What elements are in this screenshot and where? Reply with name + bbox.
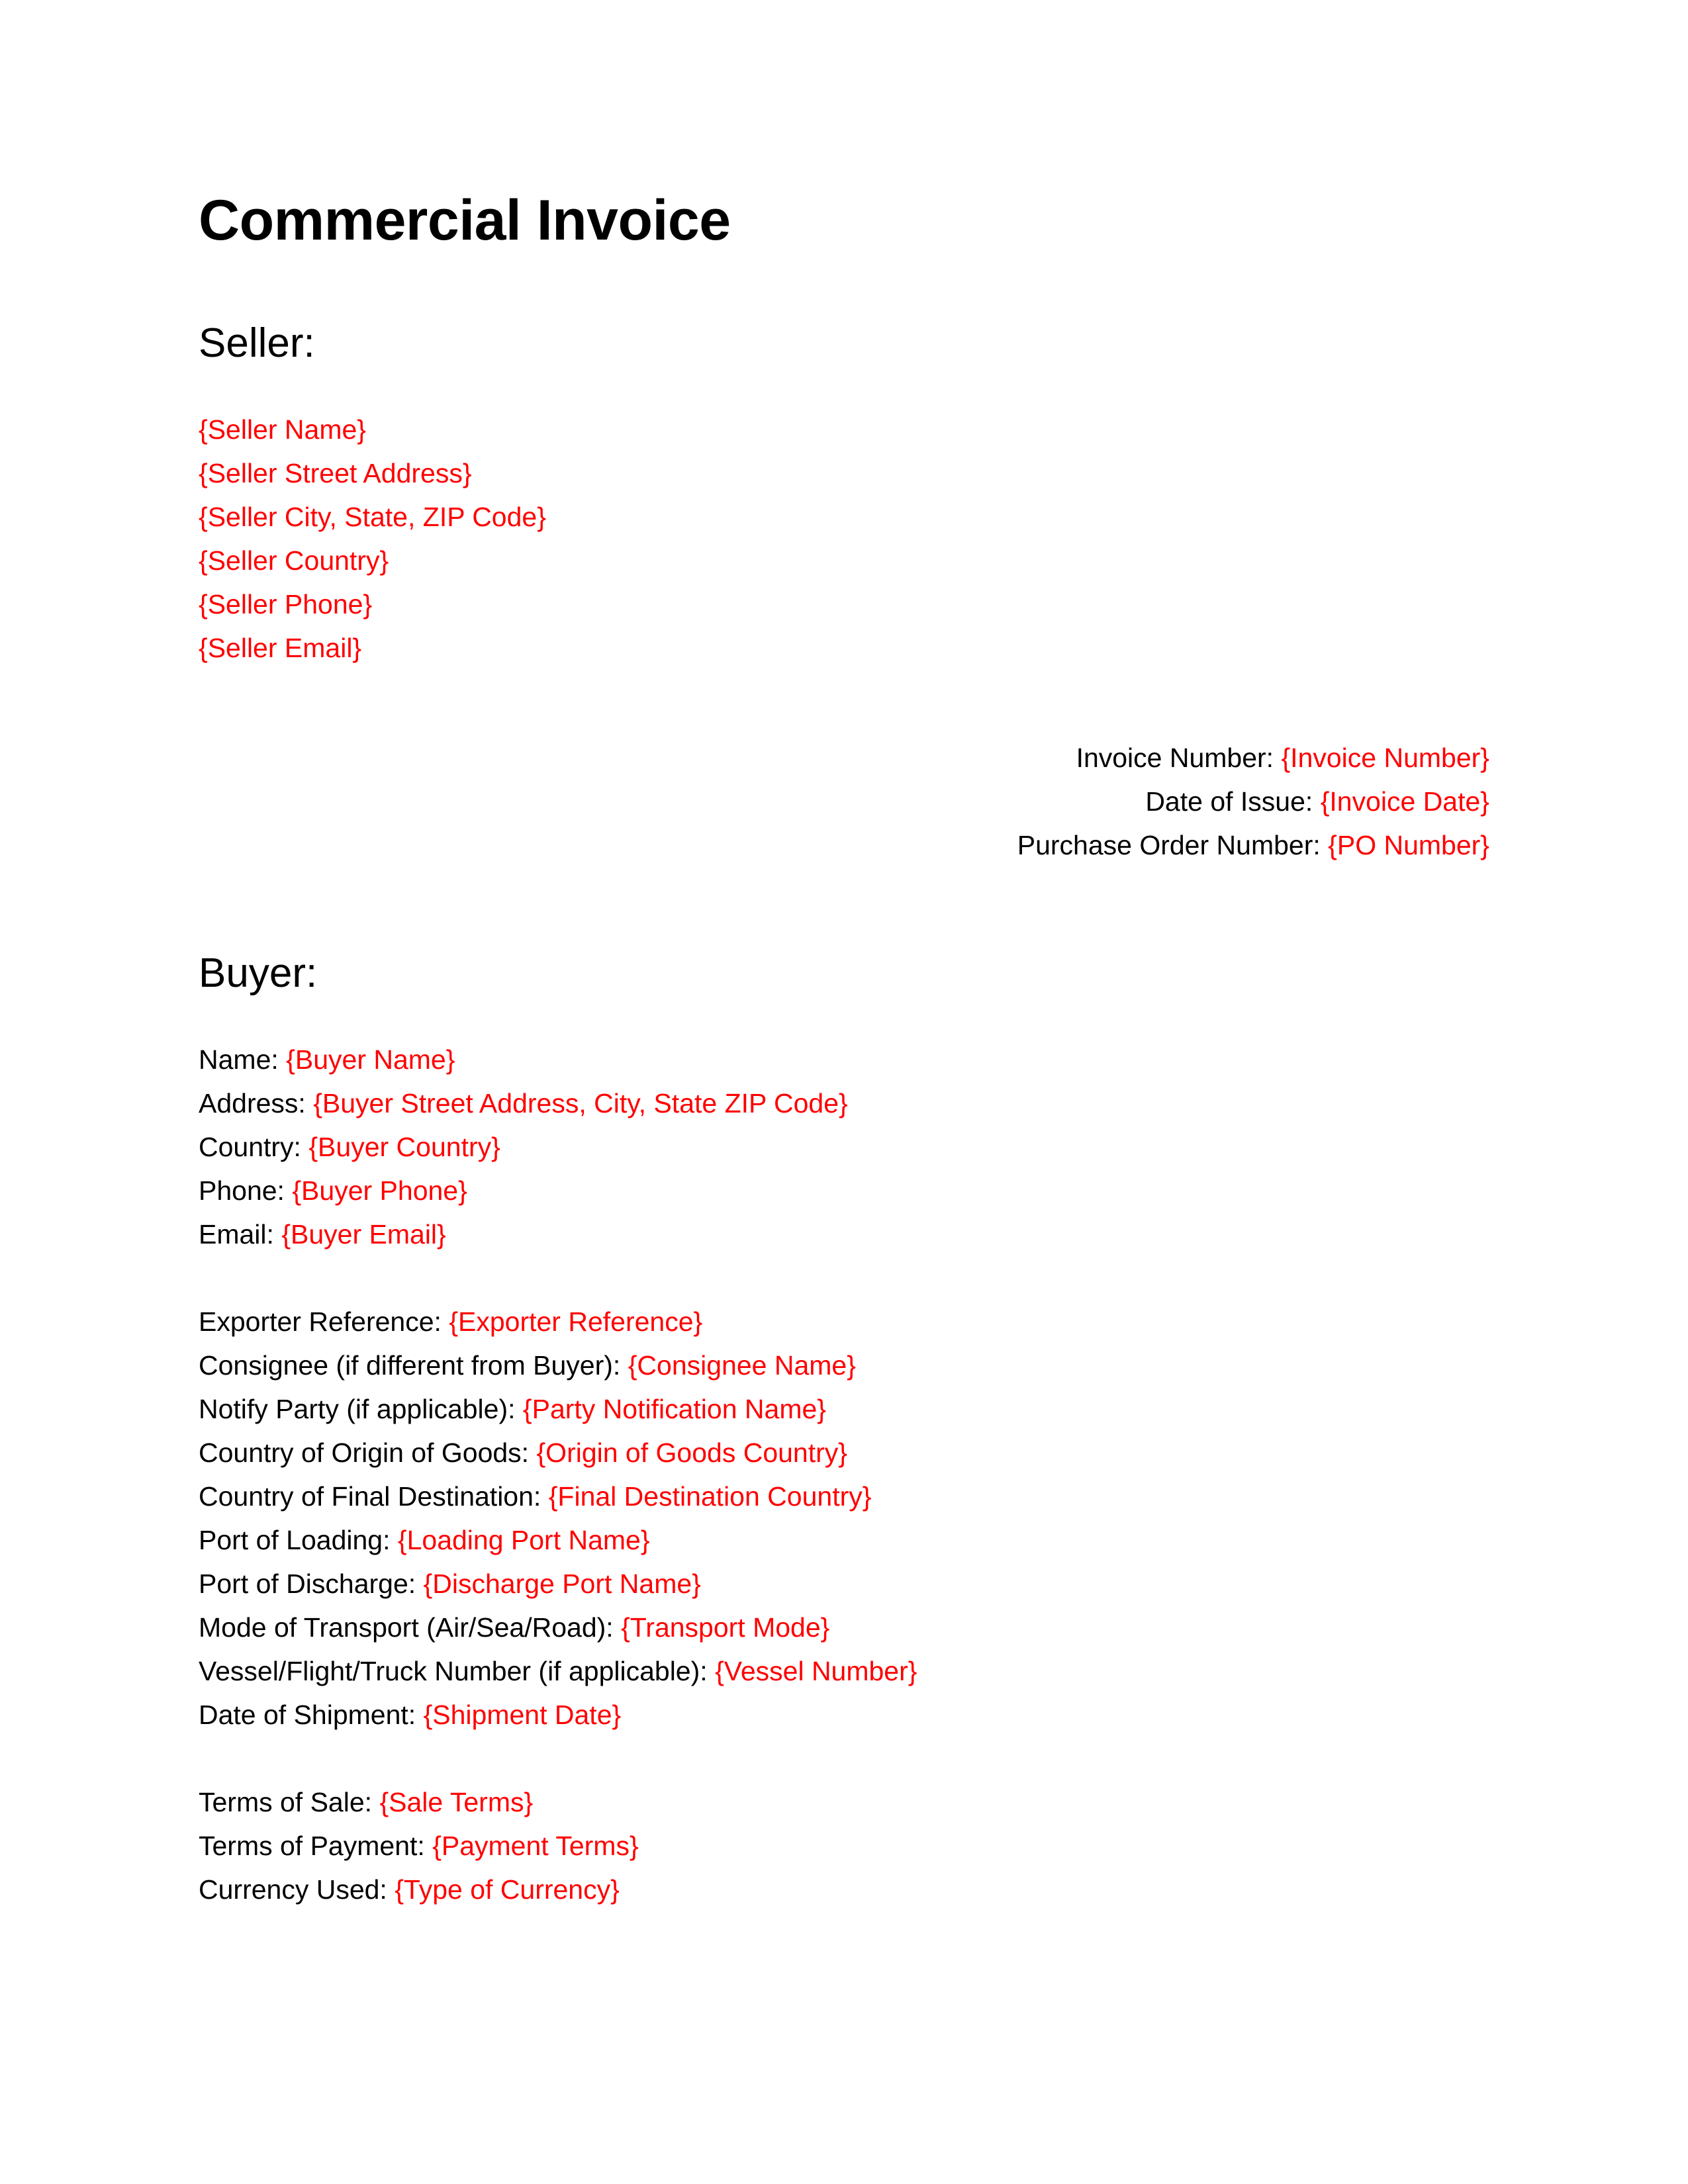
seller-line (199, 582, 1489, 626)
invoice-meta-block (199, 736, 1489, 867)
spacer-title (199, 249, 1489, 323)
currency-used-label: Currency Used: (199, 1874, 387, 1905)
purchase-order-value: {PO Number} (1328, 830, 1489, 860)
currency-used-value: {Type of Currency} (395, 1874, 620, 1905)
invoice-number-label: Invoice Number: (1076, 743, 1274, 773)
buyer-section-heading: Buyer: (199, 950, 318, 996)
seller-street-value: {Seller Street Address} (199, 458, 472, 488)
invoice-number-row (199, 736, 1489, 780)
terms-block (199, 1780, 1489, 1911)
date-of-issue-value: {Invoice Date} (1320, 786, 1489, 817)
seller-line (199, 539, 1489, 582)
invoice-number-value: {Invoice Number} (1281, 743, 1489, 773)
spacer-seller-meta (199, 670, 1489, 736)
buyer-country-value: {Buyer Country} (308, 1132, 500, 1162)
final-destination-label: Country of Final Destination: (199, 1481, 541, 1512)
seller-country-value: {Seller Country} (199, 545, 389, 576)
buyer-address-value: {Buyer Street Address, City, State ZIP Code} (313, 1088, 848, 1118)
exporter-reference-label: Exporter Reference: (199, 1306, 442, 1337)
date-of-issue-label: Date of Issue: (1145, 786, 1313, 817)
date-of-shipment-row (199, 1693, 1489, 1737)
notify-party-label: Notify Party (if applicable): (199, 1394, 516, 1424)
spacer-buyer-heading (199, 994, 1489, 1038)
mode-of-transport-value: {Transport Mode} (621, 1612, 830, 1643)
consignee-label: Consignee (if different from Buyer): (199, 1350, 621, 1381)
seller-city-value: {Seller City, State, ZIP Code} (199, 502, 546, 532)
page-title: Commercial Invoice (199, 189, 731, 252)
purchase-order-label: Purchase Order Number: (1017, 830, 1321, 860)
buyer-phone-value: {Buyer Phone} (292, 1175, 467, 1206)
seller-line (199, 495, 1489, 539)
final-destination-row (199, 1475, 1489, 1518)
seller-line (199, 408, 1489, 451)
country-of-origin-row (199, 1431, 1489, 1475)
spacer-seller-heading (199, 364, 1489, 408)
port-of-discharge-value: {Discharge Port Name} (423, 1569, 701, 1599)
mode-of-transport-label: Mode of Transport (Air/Sea/Road): (199, 1612, 614, 1643)
mode-of-transport-row (199, 1606, 1489, 1649)
terms-of-payment-row (199, 1824, 1489, 1868)
vessel-number-row (199, 1649, 1489, 1693)
spacer-buyer-shipping (199, 1256, 1489, 1300)
purchase-order-row (199, 823, 1489, 867)
port-of-loading-row (199, 1518, 1489, 1562)
port-of-loading-label: Port of Loading: (199, 1525, 391, 1555)
date-of-shipment-value: {Shipment Date} (423, 1700, 622, 1730)
seller-address-block (199, 408, 1489, 670)
exporter-reference-row (199, 1300, 1489, 1343)
seller-section-heading: Seller: (199, 320, 315, 366)
terms-of-payment-label: Terms of Payment: (199, 1831, 425, 1861)
buyer-name-label: Name: (199, 1044, 279, 1075)
terms-of-payment-value: {Payment Terms} (432, 1831, 639, 1861)
seller-name-value: {Seller Name} (199, 414, 366, 445)
exporter-reference-value: {Exporter Reference} (449, 1306, 703, 1337)
notify-party-value: {Party Notification Name} (522, 1394, 826, 1424)
seller-phone-value: {Seller Phone} (199, 589, 373, 619)
port-of-discharge-row (199, 1562, 1489, 1606)
date-of-issue-row (199, 780, 1489, 823)
port-of-discharge-label: Port of Discharge: (199, 1569, 416, 1599)
spacer-meta-buyer (199, 867, 1489, 953)
country-of-origin-label: Country of Origin of Goods: (199, 1437, 530, 1468)
buyer-email-row (199, 1212, 1489, 1256)
buyer-email-value: {Buyer Email} (281, 1219, 446, 1250)
consignee-value: {Consignee Name} (628, 1350, 856, 1381)
seller-line (199, 451, 1489, 495)
buyer-details-block (199, 1038, 1489, 1256)
buyer-phone-row (199, 1169, 1489, 1212)
seller-email-value: {Seller Email} (199, 633, 362, 663)
notify-party-row (199, 1387, 1489, 1431)
buyer-address-label: Address: (199, 1088, 306, 1118)
buyer-email-label: Email: (199, 1219, 274, 1250)
port-of-loading-value: {Loading Port Name} (397, 1525, 650, 1555)
buyer-country-label: Country: (199, 1132, 301, 1162)
country-of-origin-value: {Origin of Goods Country} (536, 1437, 847, 1468)
vessel-number-value: {Vessel Number} (715, 1656, 917, 1686)
seller-line (199, 626, 1489, 670)
final-destination-value: {Final Destination Country} (548, 1481, 872, 1512)
terms-of-sale-value: {Sale Terms} (379, 1787, 534, 1817)
buyer-country-row (199, 1125, 1489, 1169)
buyer-phone-label: Phone: (199, 1175, 285, 1206)
spacer-shipping-terms (199, 1737, 1489, 1780)
currency-used-row (199, 1868, 1489, 1911)
consignee-row (199, 1343, 1489, 1387)
buyer-name-row (199, 1038, 1489, 1081)
terms-of-sale-label: Terms of Sale: (199, 1787, 373, 1817)
buyer-name-value: {Buyer Name} (286, 1044, 455, 1075)
date-of-shipment-label: Date of Shipment: (199, 1700, 416, 1730)
vessel-number-label: Vessel/Flight/Truck Number (if applicable): (199, 1656, 708, 1686)
shipping-details-block (199, 1300, 1489, 1737)
terms-of-sale-row (199, 1780, 1489, 1824)
buyer-address-row (199, 1081, 1489, 1125)
